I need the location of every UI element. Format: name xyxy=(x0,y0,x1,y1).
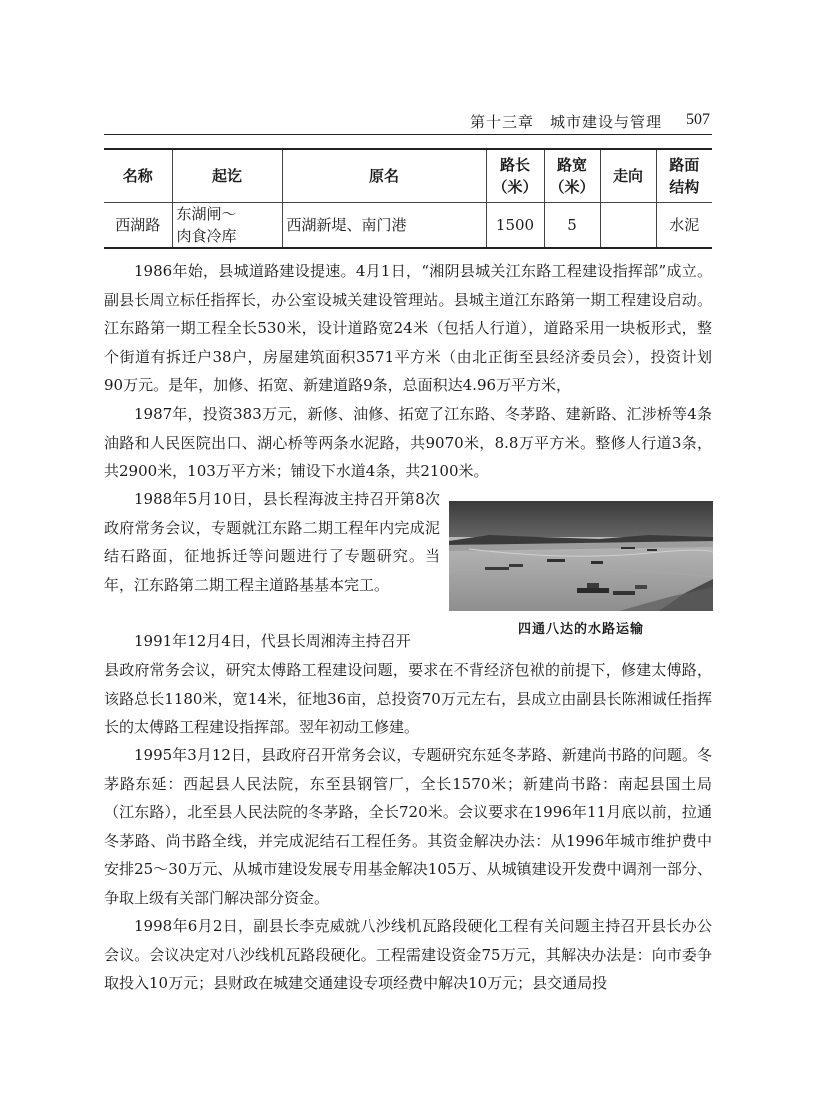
header-length xyxy=(486,149,544,203)
header-direction: 走向 xyxy=(600,149,656,203)
cell-range-l1: 东湖闸～ xyxy=(176,205,237,223)
header-surface-l2: 结构 xyxy=(669,178,700,196)
page-number: 507 xyxy=(686,111,710,128)
table-row xyxy=(104,203,712,249)
header-length-l2: （米） xyxy=(492,178,538,196)
header-width xyxy=(544,149,600,203)
header-original: 原名 xyxy=(282,149,486,203)
header-range: 起讫 xyxy=(172,149,282,203)
paragraph-1998: 1998年6月2日，副县长李克威就八沙线机瓦路段硬化工程有关问题主持召开县长办公会议。会议决定对八沙线机瓦路段硬化。工程需建设资金75万元，其解决办法是：向市委争取投入10万元；县财政在城建交通建设专项经费中解决10万元；县交通局投 xyxy=(104,917,712,992)
running-header xyxy=(104,108,712,135)
cell-surface: 水泥 xyxy=(656,203,712,249)
cell-name: 西湖路 xyxy=(104,203,172,249)
chapter-title: 第十三章 城市建设与管理 xyxy=(469,113,662,131)
header-width-l1: 路宽 xyxy=(556,156,587,174)
table-header-row xyxy=(104,149,712,203)
header-name: 名称 xyxy=(104,149,172,203)
header-surface xyxy=(656,149,712,203)
cell-original: 西湖新堤、南门港 xyxy=(282,203,486,249)
river-transport-photo xyxy=(449,501,713,611)
paragraph-1986: 1986年始，县城道路建设提速。4月1日，“湘阴县城关江东路工程建设指挥部”成立。副县长周立标任指挥长，办公室设城关建设管理站。县城主道江东路第一期工程建设启动。江东路第一期工程全长530米，设计道路宽24米（包括人行道），道路采用一块板形式，整个街道有拆迁户38户，房屋建筑面积3571平方米（由北正街至县经济委员会），投资计划90万元。是年，加修、拓宽、新建道路9条，总面积达4.96万平方米， xyxy=(104,262,712,394)
photo-caption: 四通八达的水路运输 xyxy=(517,622,644,637)
paragraph-1988: 1988年5月10日，县长程海波主持召开第8次政府常务会议，专题就江东路二期工程年内完成泥结石路面，征地拆迁等问题进行了专题研究。当年，江东路第二期工程主道路基基本完工。 xyxy=(104,490,440,594)
road-table xyxy=(104,148,712,249)
paragraph-1995: 1995年3月12日，县政府召开常务会议，专题研究东延冬茅路、新建尚书路的问题。冬茅路东延：西起县人民法院，东至县钢管厂，全长1570米；新建尚书路：南起县国土局（江东路），北至县人民法院的冬茅路，全长720米。会议要求在1996年11月底以前，拉通冬茅路、尚书路全线，并完成泥结石工程任务。其资金解决办法：从1996年城市维护费中安排25～30万元、从城市建设发展专用基金解决105万、从城镇建设开发费中调剂一部分、争取上级有关部门解决部分资金。 xyxy=(104,746,712,907)
cell-range-l2: 肉食冷库 xyxy=(176,227,237,245)
cell-width: 5 xyxy=(544,203,600,249)
header-surface-l1: 路面 xyxy=(669,156,700,174)
paragraph-1991-line1: 1991年12月4日，代县长周湘涛主持召开 xyxy=(134,632,411,650)
header-length-l1: 路长 xyxy=(499,156,530,174)
paragraph-1991-rest: 县政府常务会议，研究太傅路工程建设问题，要求在不背经济包袱的前提下，修建太傅路，该路总长1180米，宽14米，征地36亩，总投资70万元左右，县成立由副县长陈湘诚任指挥长的太傅路工程建设指挥部。翌年初动工修建。 xyxy=(104,661,712,736)
paragraph-1987: 1987年，投资383万元，新修、油修、拓宽了江东路、冬茅路、建新路、汇涉桥等4条油路和人民医院出口、湖心桥等两条水泥路，共9070米，8.8万平方米。整修人行道3条，共2900米，103万平方米；铺设下水道4条，共2100米。 xyxy=(104,405,712,480)
cell-range xyxy=(172,203,282,249)
cell-length: 1500 xyxy=(486,203,544,249)
header-width-l2: （米） xyxy=(549,178,595,196)
cell-direction xyxy=(600,203,656,249)
